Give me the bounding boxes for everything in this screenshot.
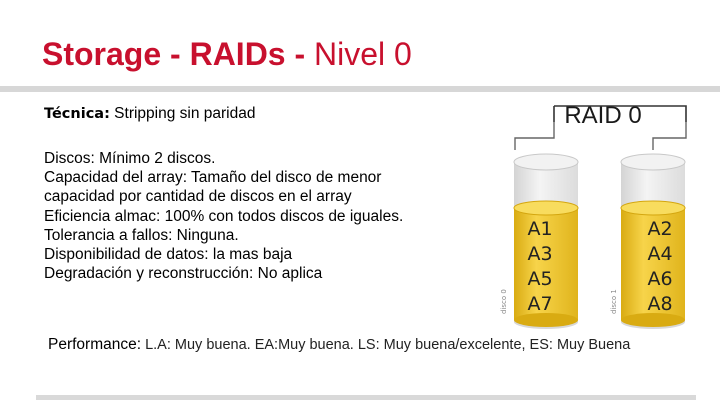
diagram-title: RAID 0 <box>564 102 642 129</box>
performance-label: Performance: <box>48 336 142 353</box>
performance-line <box>48 336 630 354</box>
spec-line: capacidad por cantidad de discos en el array <box>44 188 352 206</box>
spec-line: Capacidad del array: Tamaño del disco de menor <box>44 169 382 187</box>
disk1-block: A2 <box>647 218 673 240</box>
tecnica-label: Técnica: <box>44 106 110 122</box>
tecnica-line <box>44 105 256 123</box>
disk1-label: disco 1 <box>610 289 618 314</box>
specs-list <box>44 149 403 283</box>
disk0-block: A7 <box>527 293 553 315</box>
tecnica-value: Stripping sin paridad <box>109 105 256 122</box>
disk0-block: A1 <box>527 218 553 240</box>
connector-disk1 <box>653 122 686 150</box>
spec-line: Eficiencia almac: 100% con todos discos de iguales. <box>44 207 404 225</box>
disk1-block: A4 <box>647 243 673 265</box>
spec-line: Disponibilidad de datos: la mas baja <box>44 246 293 264</box>
slide-title <box>42 36 412 73</box>
performance-value: L.A: Muy buena. EA:Muy buena. LS: Muy buena/excelente, ES: Muy Buena <box>141 337 631 353</box>
disk1-block: A8 <box>647 293 673 315</box>
disk-0 <box>500 154 578 329</box>
disk0-label: disco 0 <box>500 289 508 314</box>
spec-line: Tolerancia a fallos: Ninguna. <box>44 226 239 244</box>
connector-disk0 <box>515 122 554 150</box>
disk-1 <box>610 154 685 329</box>
spec-line: Discos: Mínimo 2 discos. <box>44 150 216 167</box>
raid0-diagram <box>490 92 700 332</box>
footer-divider <box>36 395 696 400</box>
disk0-block: A5 <box>527 268 553 290</box>
slide-title-main: Storage - RAIDs - <box>42 36 315 72</box>
slide-title-level: Nivel 0 <box>314 36 412 72</box>
disk0-block: A3 <box>527 243 553 265</box>
spec-line: Degradación y reconstrucción: No aplica <box>44 265 323 283</box>
disk1-block: A6 <box>647 268 673 290</box>
